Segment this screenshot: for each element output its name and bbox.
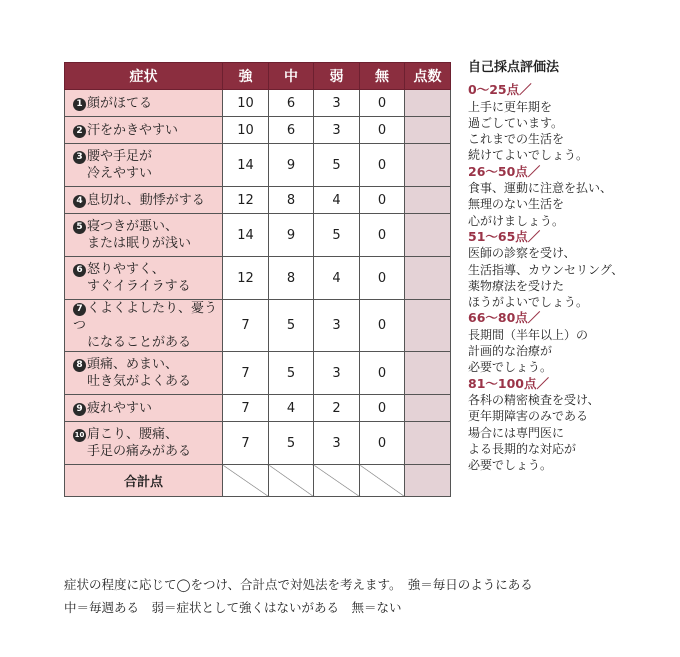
table-row xyxy=(65,144,451,187)
table-row xyxy=(65,90,451,117)
symptom-text: 怒りやすく、 xyxy=(87,262,165,277)
symptom-cell xyxy=(65,352,223,395)
points-cell[interactable] xyxy=(405,300,451,352)
score-weak[interactable]: 2 xyxy=(314,395,360,422)
symptom-text-line2: 吐き気がよくある xyxy=(87,374,192,389)
score-weak[interactable]: 3 xyxy=(314,117,360,144)
evaluation-range xyxy=(468,82,668,163)
points-cell[interactable] xyxy=(405,214,451,257)
score-medium[interactable]: 5 xyxy=(269,422,314,465)
range-description: 計画的な治療が xyxy=(468,344,553,359)
score-none[interactable]: 0 xyxy=(360,90,405,117)
symptom-text: 腰や手足が xyxy=(87,149,153,164)
symptom-cell xyxy=(65,187,223,214)
table-row xyxy=(65,422,451,465)
range-description: 上手に更年期を xyxy=(468,99,553,114)
number-badge: 3 xyxy=(73,151,86,164)
number-badge: 10 xyxy=(73,429,86,442)
score-medium[interactable]: 8 xyxy=(269,187,314,214)
number-badge: 1 xyxy=(73,98,86,111)
score-weak[interactable]: 5 xyxy=(314,214,360,257)
header-medium: 中 xyxy=(269,63,314,90)
symptom-text-line2: すぐイライラする xyxy=(87,279,191,294)
number-badge: 2 xyxy=(73,125,86,138)
symptom-cell xyxy=(65,90,223,117)
score-strong[interactable]: 10 xyxy=(223,117,269,144)
score-medium[interactable]: 5 xyxy=(269,300,314,352)
table-row xyxy=(65,300,451,352)
note-line-1: 症状の程度に応じて◯をつけ、合計点で対処法を考えます。 強＝毎日のようにある xyxy=(64,577,533,592)
points-cell[interactable] xyxy=(405,422,451,465)
range-description: ほうがよいでしょう。 xyxy=(468,295,589,310)
score-medium[interactable]: 8 xyxy=(269,257,314,300)
symptom-text: 肩こり、腰痛、 xyxy=(87,427,179,442)
total-disabled-cell xyxy=(360,465,405,497)
symptom-score-table xyxy=(64,62,451,497)
range-label: 0～25点／ xyxy=(468,82,532,98)
header-symptom: 症状 xyxy=(65,63,223,90)
header-strong: 強 xyxy=(223,63,269,90)
range-label: 51～65点／ xyxy=(468,228,541,244)
total-disabled-cell xyxy=(269,465,314,497)
score-medium[interactable]: 6 xyxy=(269,117,314,144)
score-medium[interactable]: 6 xyxy=(269,90,314,117)
symptom-text: くよくよしたり、憂うつ xyxy=(73,301,218,333)
symptom-text: 疲れやすい xyxy=(87,400,153,416)
points-cell[interactable] xyxy=(405,187,451,214)
symptom-cell xyxy=(65,422,223,465)
score-none[interactable]: 0 xyxy=(360,422,405,465)
points-cell[interactable] xyxy=(405,90,451,117)
range-label: 81～100点／ xyxy=(468,375,549,391)
score-strong[interactable]: 14 xyxy=(223,214,269,257)
range-description: 長期間（半年以上）の xyxy=(468,327,589,342)
evaluation-range xyxy=(468,310,668,375)
symptom-cell xyxy=(65,144,223,187)
range-description: 無理のない生活を xyxy=(468,197,565,212)
score-weak[interactable]: 3 xyxy=(314,422,360,465)
table-header-row xyxy=(65,63,451,90)
score-strong[interactable]: 12 xyxy=(223,257,269,300)
symptom-cell xyxy=(65,257,223,300)
table-row xyxy=(65,117,451,144)
range-description: よる長期的な対応が xyxy=(468,441,577,456)
score-weak[interactable]: 3 xyxy=(314,90,360,117)
table-row xyxy=(65,257,451,300)
symptom-text: 息切れ、動悸がする xyxy=(87,192,205,208)
range-description: 心がけましょう。 xyxy=(468,213,565,228)
symptom-text-line2: または眠りが浅い xyxy=(87,236,192,251)
symptom-cell xyxy=(65,214,223,257)
points-cell[interactable] xyxy=(405,352,451,395)
score-none[interactable]: 0 xyxy=(360,395,405,422)
score-strong[interactable]: 14 xyxy=(223,144,269,187)
header-weak: 弱 xyxy=(314,63,360,90)
number-badge: 6 xyxy=(73,264,86,277)
symptom-text-line2: になることがある xyxy=(87,335,192,350)
number-badge: 5 xyxy=(73,221,86,234)
symptom-cell xyxy=(65,395,223,422)
number-badge: 8 xyxy=(73,359,86,372)
number-badge: 7 xyxy=(73,303,86,316)
score-weak[interactable]: 4 xyxy=(314,187,360,214)
score-none[interactable]: 0 xyxy=(360,214,405,257)
table-row xyxy=(65,395,451,422)
score-none[interactable]: 0 xyxy=(360,144,405,187)
score-strong[interactable]: 7 xyxy=(223,395,269,422)
points-cell[interactable] xyxy=(405,395,451,422)
instructions-note xyxy=(64,573,664,619)
table-row xyxy=(65,187,451,214)
score-medium[interactable]: 5 xyxy=(269,352,314,395)
score-strong[interactable]: 12 xyxy=(223,187,269,214)
score-weak[interactable]: 3 xyxy=(314,352,360,395)
range-description: 各科の精密検査を受け、 xyxy=(468,392,600,407)
score-weak[interactable]: 3 xyxy=(314,300,360,352)
range-description: 生活指導、カウンセリング、 xyxy=(468,262,624,277)
symptom-text: 顔がほてる xyxy=(87,95,153,111)
range-description: 必要でしょう。 xyxy=(468,360,553,375)
total-disabled-cell xyxy=(314,465,360,497)
score-none[interactable]: 0 xyxy=(360,117,405,144)
symptom-text: 寝つきが悪い、 xyxy=(87,219,179,234)
range-description: これまでの生活を xyxy=(468,132,565,147)
evaluation-range xyxy=(468,229,668,310)
note-line-2: 中＝毎週ある 弱＝症状として強くはないがある 無＝ない xyxy=(64,600,402,615)
score-strong[interactable]: 7 xyxy=(223,422,269,465)
number-badge: 4 xyxy=(73,195,86,208)
self-evaluation-panel xyxy=(468,60,668,473)
score-medium[interactable]: 9 xyxy=(269,144,314,187)
score-strong[interactable]: 10 xyxy=(223,90,269,117)
evaluation-title: 自己採点評価法 xyxy=(468,60,560,75)
total-label: 合計点 xyxy=(65,465,223,497)
symptom-cell xyxy=(65,300,223,352)
range-description: 医師の診察を受け、 xyxy=(468,246,576,261)
header-none: 無 xyxy=(360,63,405,90)
score-none[interactable]: 0 xyxy=(360,352,405,395)
symptom-cell xyxy=(65,117,223,144)
score-strong[interactable]: 7 xyxy=(223,352,269,395)
symptom-text-line2: 手足の痛みがある xyxy=(87,444,192,459)
range-description: 続けてよいでしょう。 xyxy=(468,148,589,163)
score-strong[interactable]: 7 xyxy=(223,300,269,352)
evaluation-range xyxy=(468,164,668,229)
range-description: 薬物療法を受けた xyxy=(468,278,565,293)
points-cell[interactable] xyxy=(405,144,451,187)
range-label: 66～80点／ xyxy=(468,310,541,326)
table-row xyxy=(65,214,451,257)
range-description: 更年期障害のみである xyxy=(468,409,589,424)
total-disabled-cell xyxy=(223,465,269,497)
range-description: 食事、運動に注意を払い、 xyxy=(468,181,613,196)
score-medium[interactable]: 4 xyxy=(269,395,314,422)
header-points: 点数 xyxy=(405,63,451,90)
score-weak[interactable]: 4 xyxy=(314,257,360,300)
symptom-text-line2: 冷えやすい xyxy=(87,166,153,181)
score-none[interactable]: 0 xyxy=(360,257,405,300)
points-cell[interactable] xyxy=(405,117,451,144)
score-none[interactable]: 0 xyxy=(360,300,405,352)
points-cell[interactable] xyxy=(405,257,451,300)
range-description: 必要でしょう。 xyxy=(468,458,553,473)
symptom-text: 頭痛、めまい、 xyxy=(87,357,179,372)
evaluation-range xyxy=(468,376,668,474)
score-weak[interactable]: 5 xyxy=(314,144,360,187)
table-row xyxy=(65,352,451,395)
range-description: 場合には専門医に xyxy=(468,425,565,440)
score-medium[interactable]: 9 xyxy=(269,214,314,257)
total-points-cell[interactable] xyxy=(405,465,451,497)
range-description: 過ごしています。 xyxy=(468,115,564,130)
number-badge: 9 xyxy=(73,403,86,416)
symptom-text: 汗をかきやすい xyxy=(87,122,179,138)
total-row xyxy=(65,465,451,497)
score-none[interactable]: 0 xyxy=(360,187,405,214)
range-label: 26～50点／ xyxy=(468,163,541,179)
